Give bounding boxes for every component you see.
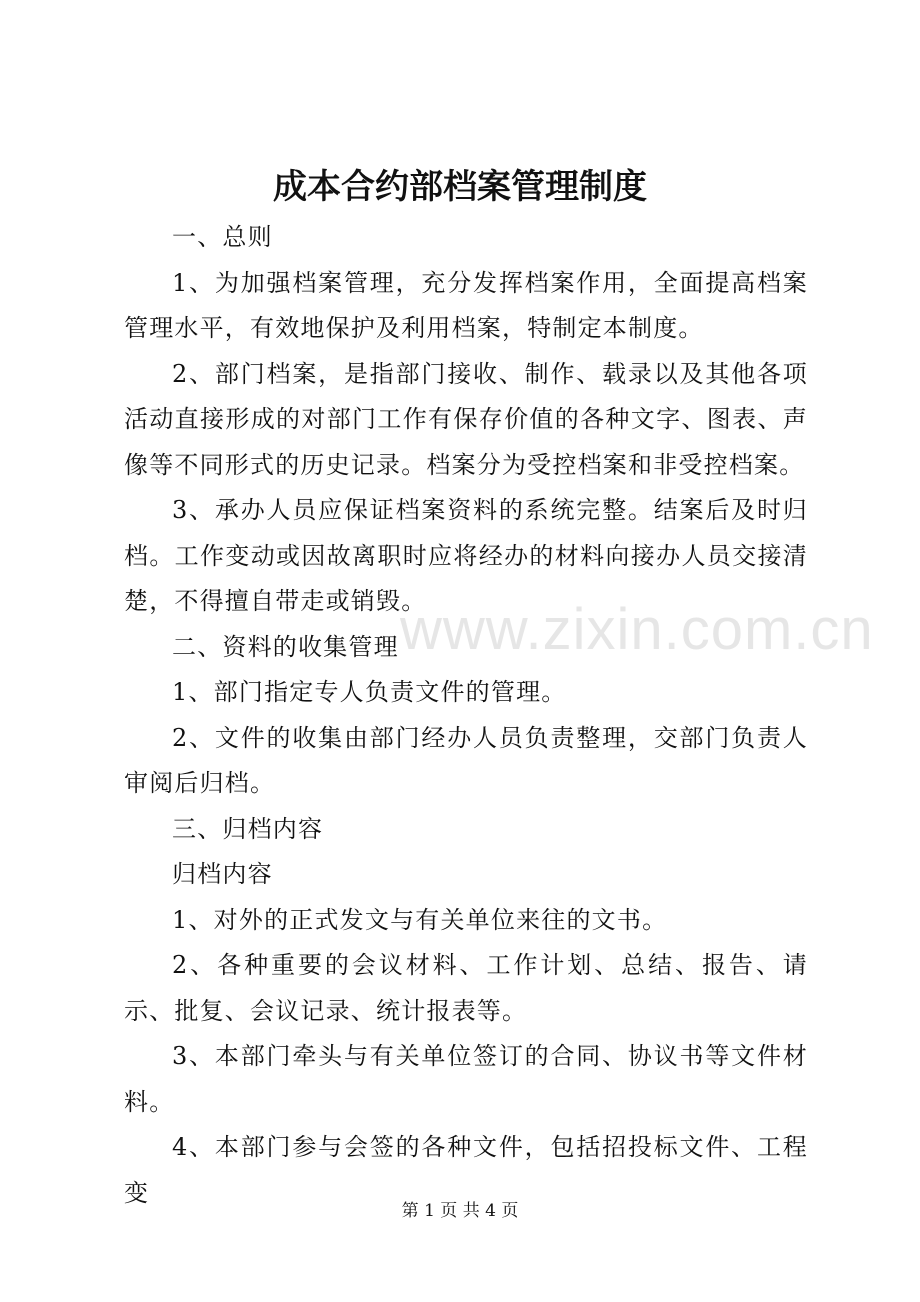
paragraph: 1、部门指定专人负责文件的管理。 bbox=[172, 678, 567, 706]
paragraph: 2、文件的收集由部门经办人员负责整理，交部门负责人审阅后归档。 bbox=[124, 723, 808, 797]
section-heading-archive-content: 三、归档内容 bbox=[172, 814, 324, 843]
document-title: 成本合约部档案管理制度 bbox=[273, 167, 647, 207]
section-heading-collection: 二、资料的收集管理 bbox=[172, 632, 399, 661]
paragraph: 2、部门档案，是指部门接收、制作、载录以及其他各项活动直接形成的对部门工作有保存价值的各种文字、图表、声像等不同形式的历史记录。档案分为受控档案和非受控档案。 bbox=[124, 359, 808, 479]
section-heading-general: 一、总则 bbox=[172, 223, 273, 251]
paragraph: 4、本部门参与会签的各种文件，包括招投标文件、工程变 bbox=[124, 1133, 808, 1207]
page-number-footer: 第 1 页 共 4 页 bbox=[401, 1201, 519, 1221]
paragraph: 3、本部门牵头与有关单位签订的合同、协议书等文件材料。 bbox=[124, 1042, 808, 1116]
sub-heading-archive-content: 归档内容 bbox=[172, 860, 273, 888]
document-body bbox=[124, 215, 808, 1216]
paragraph: 1、为加强档案管理，充分发挥档案作用，全面提高档案管理水平，有效地保护及利用档案，特制定本制度。 bbox=[124, 268, 808, 342]
paragraph: 3、承办人员应保证档案资料的系统完整。结案后及时归档。工作变动或因故离职时应将经办的材料向接办人员交接清楚，不得擅自带走或销毁。 bbox=[124, 496, 808, 615]
watermark-text: www.zixin.com.cn bbox=[400, 597, 874, 662]
paragraph: 1、对外的正式发文与有关单位来往的文书。 bbox=[172, 905, 668, 934]
paragraph: 2、各种重要的会议材料、工作计划、总结、报告、请示、批复、会议记录、统计报表等。 bbox=[124, 951, 808, 1025]
